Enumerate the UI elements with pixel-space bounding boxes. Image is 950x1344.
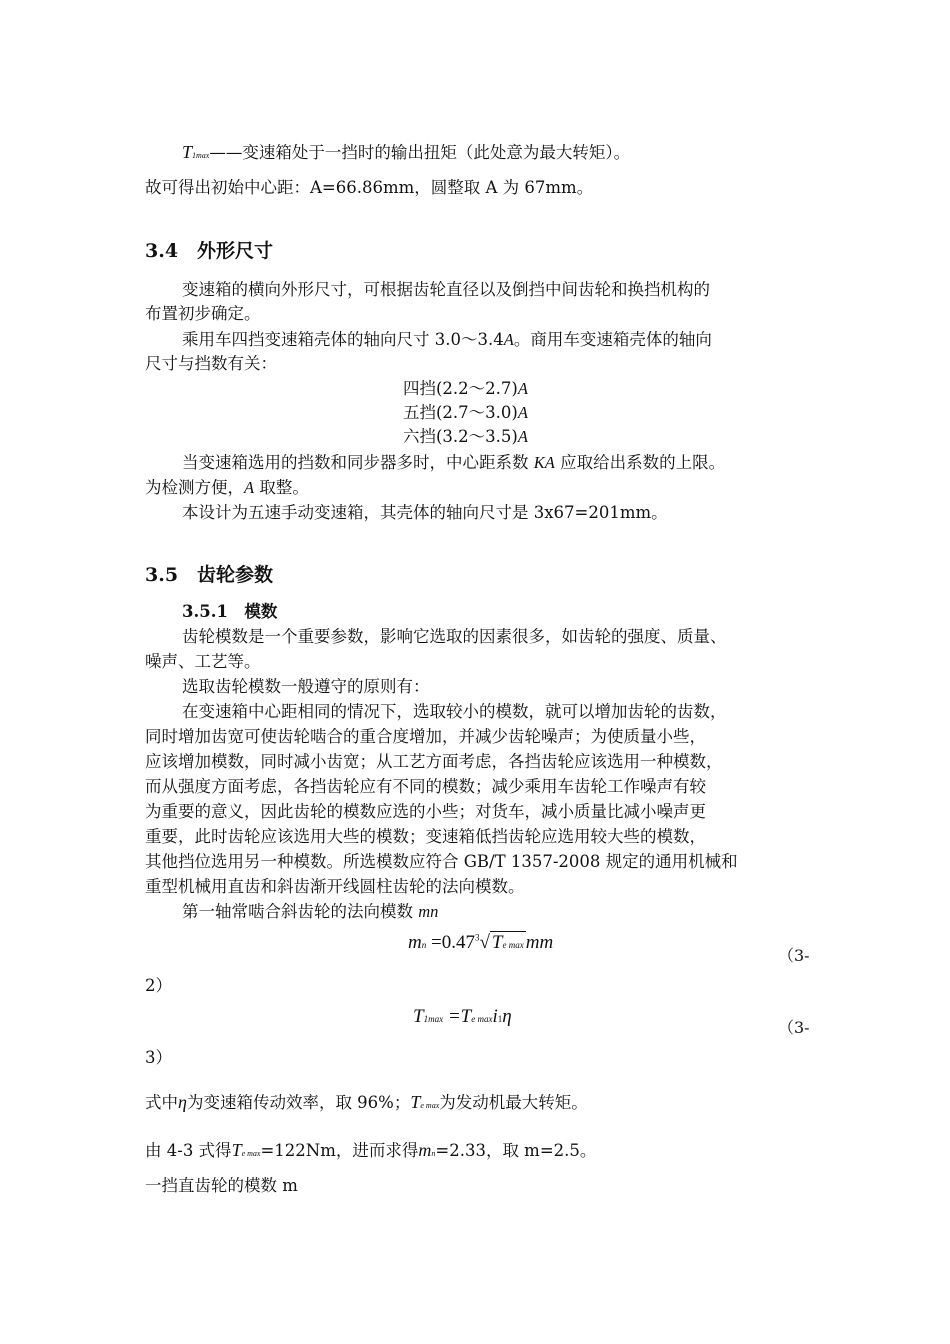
para7-line4: 而从强度方面考虑，各挡齿轮应有不同的模数；减少乘用车齿轮工作噪声有较: [145, 777, 706, 796]
eta-symbol: η: [178, 1092, 187, 1112]
para3-line2: [145, 476, 309, 500]
temax-sub: e max: [420, 1101, 440, 1110]
para2-line2: 尺寸与挡数有关：: [145, 354, 277, 373]
gear5-text: 五挡(2.7～3.0): [403, 403, 518, 422]
eq3-number-a: （3-: [778, 1018, 810, 1037]
eq2-m: m: [408, 932, 422, 953]
para3-symbol-KA: KA: [533, 453, 555, 472]
para10: [145, 1138, 596, 1166]
para1-line2: 布置初步确定。: [145, 304, 261, 323]
para10-m-symbol: m: [418, 1140, 432, 1160]
eq2-T: T: [491, 932, 503, 953]
eq2-root-index: 3: [474, 932, 480, 943]
para7-line1: 在变速箱中心距相同的情况下，选取较小的模数，就可以增加齿轮的齿数，: [182, 702, 727, 721]
radical-icon: √: [479, 932, 490, 953]
para10-T-sub: e max: [241, 1149, 261, 1158]
t1max-definition: [182, 140, 630, 168]
gear4-text: 四挡(2.2～2.7): [403, 379, 518, 398]
para7-line6: 重要，此时齿轮应该选用大些的模数；变速箱低挡齿轮应选用较大些的模数，: [145, 827, 706, 846]
gear5-symbol: A: [517, 403, 528, 422]
gear4-symbol: A: [517, 379, 528, 398]
para11: 一挡直齿轮的模数 m: [145, 1176, 298, 1195]
para3-line2-a: 为检测方便，: [145, 478, 244, 497]
gear6-text: 六挡(3.2～3.5): [403, 427, 518, 446]
para9-text-b: 为变速箱传动效率，取 96%；: [186, 1093, 411, 1112]
eq3-rhs-T-sub: e max: [471, 1014, 493, 1024]
para6: 选取齿轮模数一般遵守的原则有：: [182, 677, 430, 696]
gear6-symbol: A: [517, 427, 528, 446]
para4: 本设计为五速手动变速箱，其壳体的轴向尺寸是 3x67=201mm。: [182, 503, 668, 522]
eq2-n-sub: n: [421, 940, 427, 950]
eq2-radicand: [490, 931, 526, 954]
para3-line2-symbol: A: [244, 478, 255, 497]
para7-line2: 同时增加齿宽可使齿轮啮合的重合度增加，并减少齿轮噪声；为使质量小些，: [145, 727, 706, 746]
para5-line1: 齿轮模数是一个重要参数，影响它选取的因素很多，如齿轮的强度、质量、: [182, 627, 727, 646]
para10-T-symbol: T: [231, 1140, 242, 1160]
symbol-T: T: [182, 142, 193, 162]
eq3-number-b: 3）: [145, 1048, 172, 1067]
eq2-coefficient: =0.47: [430, 932, 475, 953]
section-3-4-heading: 3.4 外形尺寸: [145, 240, 274, 262]
section-3-5-heading: 3.5 齿轮参数: [145, 564, 274, 586]
para2-text-a: 乘用车四挡变速箱壳体的轴向尺寸 3.0～3.4: [182, 330, 504, 349]
para8: [182, 900, 438, 924]
para3-line1: [182, 451, 725, 475]
para10-m-sub: n: [431, 1149, 436, 1158]
gear6-range: [403, 425, 528, 449]
eq3-i-sub: 1: [497, 1014, 503, 1024]
eq3-i: i: [492, 1006, 498, 1027]
para10-text-b: =122Nm，进而求得: [260, 1141, 419, 1160]
para10-text-a: 由 4-3 式得: [145, 1141, 232, 1160]
para7-line3: 应该增加模数，同时减小齿宽；从工艺方面考虑，各挡齿轮应该选用一种模数，: [145, 752, 723, 771]
para5-line2: 噪声、工艺等。: [145, 652, 261, 671]
para8-text: 第一轴常啮合斜齿轮的法向模数: [182, 902, 419, 921]
para3-text-c: 应取给出系数的上限。: [554, 453, 726, 472]
para3-text-a: 当变速箱选用的挡数和同步器多时，中心距系数: [182, 453, 534, 472]
para9-text-a: 式中: [145, 1093, 178, 1112]
gear5-range: [403, 401, 528, 425]
eq2-unit: mm: [525, 932, 554, 953]
equation-3-3: [413, 1006, 512, 1028]
para8-symbol-mn: mn: [418, 902, 439, 921]
eq3-rhs-T: =T: [447, 1006, 472, 1027]
para7-line8: 重型机械用直齿和斜齿渐开线圆柱齿轮的法向模数。: [145, 877, 525, 896]
section-3-5-1-heading: 3.5.1 模数: [182, 602, 278, 621]
para3-line2-c: 取整。: [254, 478, 309, 497]
eq2-number-a: （3-: [778, 946, 810, 965]
equation-3-2: [408, 931, 553, 954]
t1max-text: ——变速箱处于一挡时的输出扭矩（此处意为最大转矩）。: [209, 143, 631, 162]
para7-line7: 其他挡位选用另一种模数。所选模数应符合 GB/T 1357-2008 规定的通用机械和: [145, 852, 738, 871]
para9-text-c: 为发动机最大转矩。: [439, 1093, 588, 1112]
eq2-number-b: 2）: [145, 976, 172, 995]
eq2-T-sub: e max: [502, 940, 524, 950]
para7-line5: 为重要的意义，因此齿轮的模数应选的小些；对货车，减小质量比减小噪声更: [145, 802, 706, 821]
para2-line1: [182, 328, 712, 352]
eq3-T: T: [413, 1006, 424, 1027]
gear4-range: [403, 377, 528, 401]
para10-text-c: =2.33，取 m=2.5。: [435, 1141, 597, 1160]
eq3-T-sub: 1max: [423, 1014, 444, 1024]
para2-text-c: 。商用车变速箱壳体的轴向: [513, 330, 712, 349]
subscript-1max: 1max: [192, 151, 210, 160]
eq3-eta: η: [502, 1006, 512, 1027]
temax-symbol: T: [410, 1092, 421, 1112]
initial-center-distance: 故可得出初始中心距：A=66.86mm，圆整取 A 为 67mm。: [145, 178, 594, 197]
para2-symbol-A: A: [503, 330, 514, 349]
para9: [145, 1090, 588, 1118]
para1-line1: 变速箱的横向外形尺寸，可根据齿轮直径以及倒挡中间齿轮和换挡机构的: [182, 280, 710, 299]
